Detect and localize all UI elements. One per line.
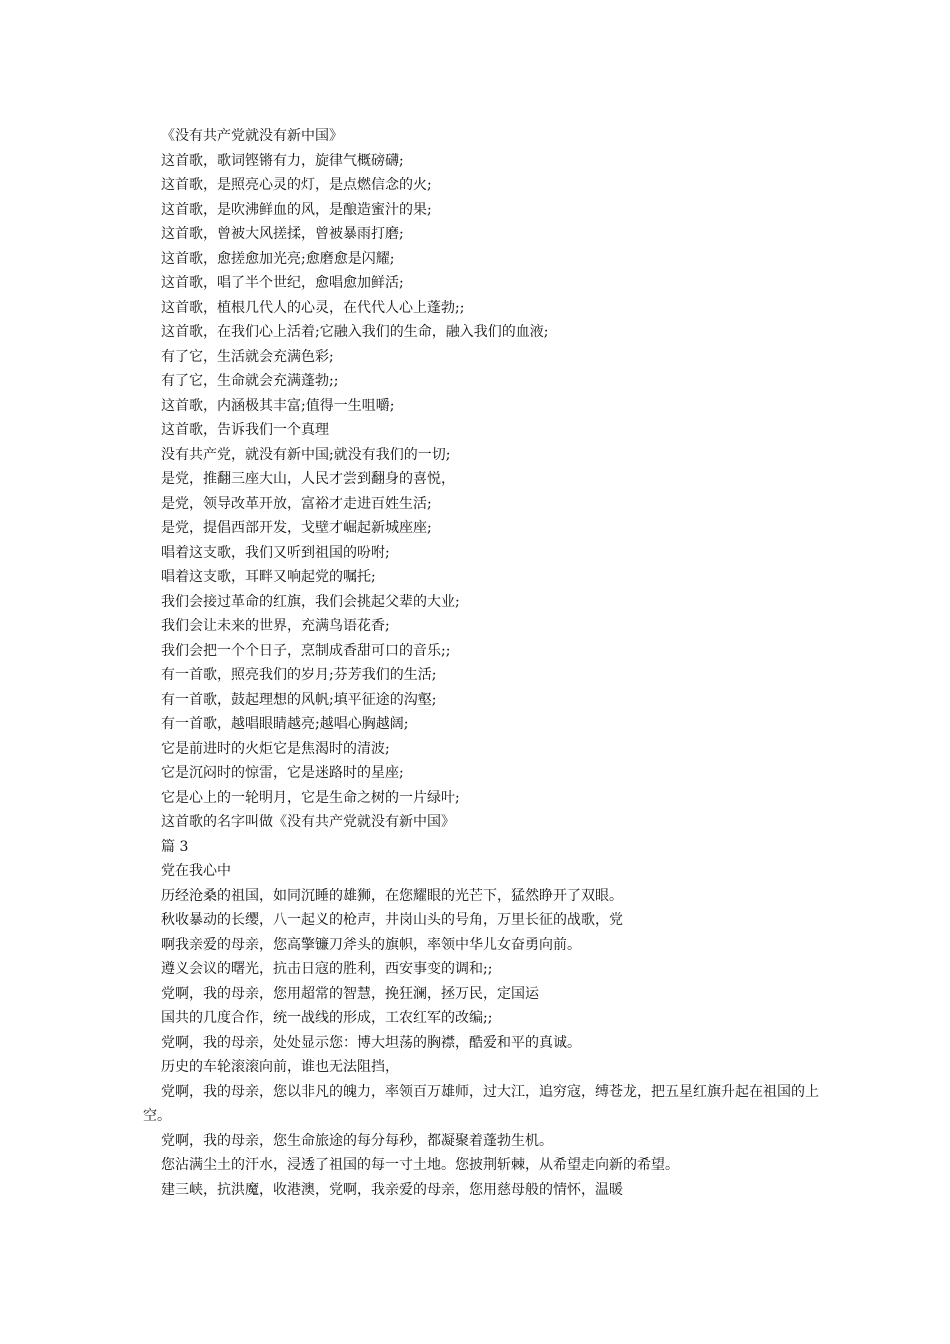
text-line: 它是前进时的火炬它是焦渴时的清波; <box>161 740 390 757</box>
text-line: 这首歌，唱了半个世纪，愈唱愈加鲜活; <box>161 275 404 291</box>
text-line: 它是沉闷时的惊雷，它是迷路时的星座; <box>161 765 404 781</box>
text-line: 这首歌，歌词铿锵有力，旋律气概磅礴; <box>161 152 404 169</box>
text-line: 这首歌的名字叫做《没有共产党就没有新中国》 <box>161 814 455 830</box>
text-line: 是党，领导改革开放，富裕才走进百姓生活; <box>161 495 432 512</box>
text-line: 这首歌，在我们心上活着;它融入我们的生命，融入我们的血液; <box>161 324 549 340</box>
text-line: 有了它，生活就会充满色彩; <box>161 348 334 365</box>
text-line: 没有共产党，就没有新中国;就没有我们的一切; <box>161 446 451 463</box>
text-line: 这首歌，是照亮心灵的灯，是点燃信念的火; <box>161 177 432 193</box>
text-line: 是党，推翻三座大山，人民才尝到翻身的喜悦， <box>161 471 455 487</box>
text-line: 历史的车轮滚滚向前，谁也无法阻挡， <box>161 1059 399 1075</box>
text-line: 这首歌，内涵极其丰富;值得一生咀嚼; <box>161 397 395 414</box>
text-line: 党啊，我的母亲，您生命旅途的每分每秒，都凝聚着蓬勃生机。 <box>161 1132 553 1149</box>
text-line: 党啊，我的母亲，处处显示您：博大坦荡的胸襟，酷爱和平的真诚。 <box>161 1034 581 1051</box>
text-line: 这首歌，植根几代人的心灵，在代代人心上蓬勃;; <box>161 299 465 316</box>
text-line: 这首歌，愈搓愈加光亮;愈磨愈是闪耀; <box>161 250 395 267</box>
section-heading: 篇 3 <box>161 838 189 855</box>
text-paragraph: 党啊，我的母亲，您以非凡的魄力，率领百万雄师，过大江，追穷寇，缚苍龙，把五星红旗升起在祖国的上空。 <box>143 1083 819 1124</box>
text-line: 《没有共产党就没有新中国》 <box>161 128 343 144</box>
text-line: 历经沧桑的祖国，如同沉睡的雄狮，在您耀眼的光芒下，猛然睁开了双眼。 <box>161 887 623 904</box>
text-line: 有了它，生命就会充满蓬勃;; <box>161 373 339 389</box>
text-line: 党啊，我的母亲，您用超常的智慧，挽狂澜，拯万民，定国运 <box>161 985 539 1002</box>
document-body <box>143 124 823 1202</box>
text-line: 有一首歌，越唱眼睛越亮;越唱心胸越阔; <box>161 716 409 732</box>
text-line: 国共的几度合作，统一战线的形成，工农红军的改编;; <box>161 1010 493 1026</box>
text-line: 您沾满尘土的汗水，浸透了祖国的每一寸土地。您披荆斩棘，从希望走向新的希望。 <box>161 1157 679 1173</box>
text-line: 我们会让未来的世界，充满鸟语花香; <box>161 618 390 634</box>
poem-title: 党在我心中 <box>161 863 231 879</box>
text-line: 有一首歌，鼓起理想的风帆;填平征途的沟壑; <box>161 691 437 708</box>
text-line: 这首歌，是吹沸鲜血的风，是酿造蜜汁的果; <box>161 201 432 218</box>
text-line: 它是心上的一轮明月，它是生命之树的一片绿叶; <box>161 789 460 806</box>
text-line: 是党，提倡西部开发，戈壁才崛起新城座座; <box>161 520 432 536</box>
text-line: 有一首歌，照亮我们的岁月;芬芳我们的生活; <box>161 667 437 683</box>
text-line: 唱着这支歌，我们又听到祖国的吩咐; <box>161 544 390 561</box>
text-line: 我们会把一个个日子，烹制成香甜可口的音乐;; <box>161 642 451 659</box>
text-line: 啊我亲爱的母亲，您高擎镰刀斧头的旗帜，率领中华儿女奋勇向前。 <box>161 936 581 953</box>
text-line: 建三峡，抗洪魔，收港澳，党啊，我亲爱的母亲，您用慈母般的情怀，温暖 <box>161 1181 623 1198</box>
text-line: 遵义会议的曙光，抗击日寇的胜利，西安事变的调和;; <box>161 961 493 977</box>
text-line: 这首歌，曾被大风搓揉，曾被暴雨打磨; <box>161 226 404 242</box>
text-line: 秋收暴动的长缨，八一起义的枪声，井岗山头的号角，万里长征的战歌，党 <box>161 912 623 928</box>
text-line: 我们会接过革命的红旗，我们会挑起父辈的大业; <box>161 593 460 610</box>
text-line: 这首歌，告诉我们一个真理 <box>161 422 329 438</box>
text-line: 唱着这支歌，耳畔又响起党的嘱托; <box>161 569 376 585</box>
